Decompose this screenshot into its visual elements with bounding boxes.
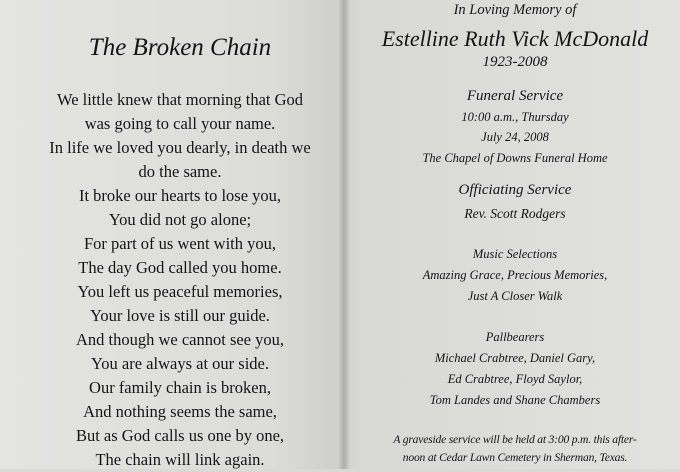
graveside-line-2: noon at Cedar Lawn Cemetery in Sherman, Texas. (402, 451, 628, 464)
poem-line: For part of us went with you, (83, 234, 277, 253)
officiating-heading: Officiating Service (458, 182, 572, 198)
music-line-2: Just A Closer Walk (467, 289, 563, 303)
poem-line: In life we loved you dearly, in death we (49, 138, 311, 157)
life-years: 1923-2008 (482, 54, 548, 70)
pallbearers-heading: Pallbearers (485, 330, 545, 344)
poem-line: The chain will link again. (95, 450, 265, 469)
deceased-name: Estelline Ruth Vick McDonald (381, 26, 649, 51)
music-line-1: Amazing Grace, Precious Memories, (422, 268, 608, 282)
officiant-name: Rev. Scott Rodgers (464, 206, 566, 221)
poem-line: And nothing seems the same, (83, 402, 277, 421)
poem-line: Your love is still our guide. (90, 306, 270, 325)
poem-line: You left us peaceful memories, (77, 282, 283, 301)
poem-line: But as God calls us one by one, (75, 426, 285, 445)
service-place: The Chapel of Downs Funeral Home (422, 151, 608, 165)
pallbearers-line-1: Michael Crabtree, Daniel Gary, (434, 351, 596, 365)
poem-line: do the same. (138, 162, 222, 181)
poem-line: The day God called you home. (78, 258, 282, 277)
poem-line: was going to call your name. (84, 114, 276, 133)
poem-line: We little knew that morning that God (56, 90, 304, 109)
in-loving-memory: In Loving Memory of (453, 2, 577, 18)
pallbearers-line-2: Ed Crabtree, Floyd Saylor, (447, 372, 583, 386)
funeral-service-heading: Funeral Service (466, 88, 564, 104)
pallbearers-line-3: Tom Landes and Shane Chambers (429, 393, 601, 407)
poem-title: The Broken Chain (88, 34, 272, 61)
right-page (350, 0, 680, 469)
poem-line: And though we cannot see you, (75, 330, 285, 349)
service-time: 10:00 a.m., Thursday (461, 110, 569, 124)
music-heading: Music Selections (472, 247, 558, 261)
poem-line: You are always at our side. (91, 354, 269, 373)
poem-line: It broke our hearts to lose you, (78, 186, 282, 205)
poem-line: Our family chain is broken, (89, 378, 271, 397)
service-date: July 24, 2008 (481, 130, 549, 144)
poem-line: You did not go alone; (108, 210, 252, 229)
graveside-line-1: A graveside service will be held at 3:00 p.m. this after- (393, 433, 637, 446)
poem-body (40, 88, 320, 472)
